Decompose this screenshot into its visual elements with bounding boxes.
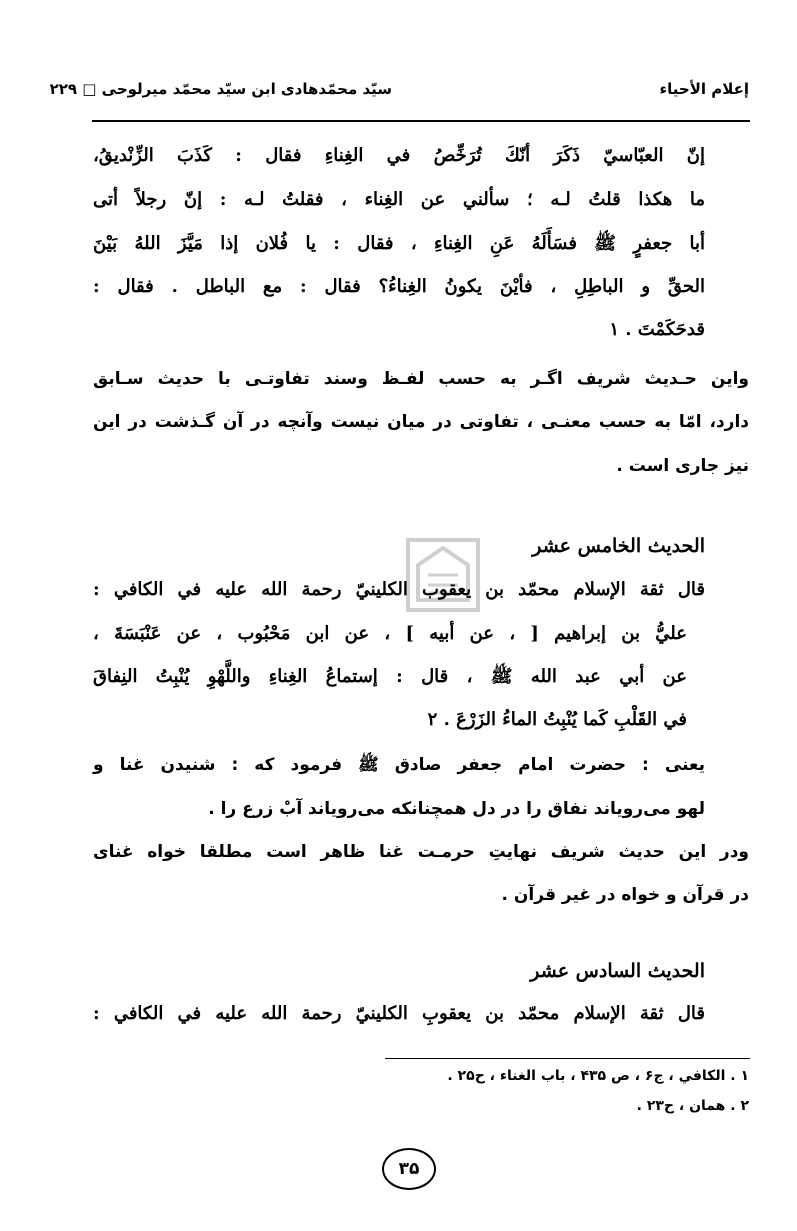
hadith-line: قدحَكَمْتَ . ۱ [609,319,705,340]
hadith-line: عن أبي عبد الله ﷺ ، قال : إستماعُ الغِناءِ واللَّهْوِ يُنْبِتُ النِفاقَ [93,666,687,687]
section-heading: الحديث الخامس عشر [532,535,705,557]
persian-paragraph-line: در قرآن و خواه در غیر قرآن . [501,885,749,905]
hadith-line: عليُّ بن إبراهيم [ ، عن أبيه ] ، عن ابن مَحْبُوب ، عن عَنْبَسَةَ ، [93,623,687,644]
persian-paragraph-line: دارد، امّا به حسب معنـی ، تفاوتی در میان نیست وآنچه در آن گـذشت در این [93,412,749,432]
translation-line: یعنی : حضرت امام جعفر صادق ﷺ فرمود که : شنیدن غنا و [93,755,705,775]
running-header-title: إعلام الأحیاء [659,80,749,98]
header-rule [92,120,750,122]
running-header-author: سیّد محمّدهادی ابن سیّد محمّد میرلوحی □ ۲۲۹ [49,80,392,98]
section-heading: الحديث السادس عشر [530,960,705,982]
page-number: ۳۵ [382,1148,436,1190]
footnote: ۱ . الكافي ، ج۶ ، ص ۴۳۵ ، باب الغناء ، ح۲۵ . [447,1068,749,1084]
persian-paragraph-line: نیز جاری است . [616,456,749,476]
hadith-line: أبا جعفرٍ ﷺ فسَأَلَهُ عَنِ الغِناءِ ، فقال : يا فُلان إذا مَيَّزَ اللهُ بَيْنَ [93,233,705,254]
hadith-line: ما هكذا قلتُ لـه ؛ سألني عن الغِناء ، فقلتُ لـه : إنّ رجلاً أتى [93,189,705,210]
persian-paragraph-line: ودر این حدیث شریف نهایتِ حرمـت غنا ظاهر است مطلقا خواه غنای [93,842,749,862]
library-seal-watermark [388,520,498,630]
hadith-line: في القَلْبِ كَما يُنْبِتُ الماءُ الزَرْعَ . ۲ [427,709,687,730]
persian-paragraph-line: واین حـدیث شریف اگـر به حسب لفـظ وسند تفاوتـی با حدیث سـابق [93,369,749,389]
translation-line: لهو می‌رویاند نفاق را در دل همچنانکه می‌رویاند آبْ زرع را . [208,799,705,819]
source-intro: قال ثقة الإسلام محمّد بن يعقوبِ الكلينيّ رحمة الله عليه في الكافي : [93,1003,705,1024]
hadith-line: إنّ العبّاسيّ ذَكَرَ أنّكَ تُرَخِّصُ في الغِناءِ فقال : كَذَبَ الزِّنْديقُ، [93,145,705,166]
source-intro: قال ثقة الإسلام محمّد بن يعقوب الكلينيّ رحمة الله عليه في الكافي : [93,579,705,600]
footnote-rule [385,1058,750,1059]
hadith-line: الحقِّ و الباطِلِ ، فأيْنَ يكونُ الغِناءُ؟ فقال : مع الباطل . فقال : [93,276,705,297]
footnote: ۲ . همان ، ح۲۳ . [636,1098,749,1114]
